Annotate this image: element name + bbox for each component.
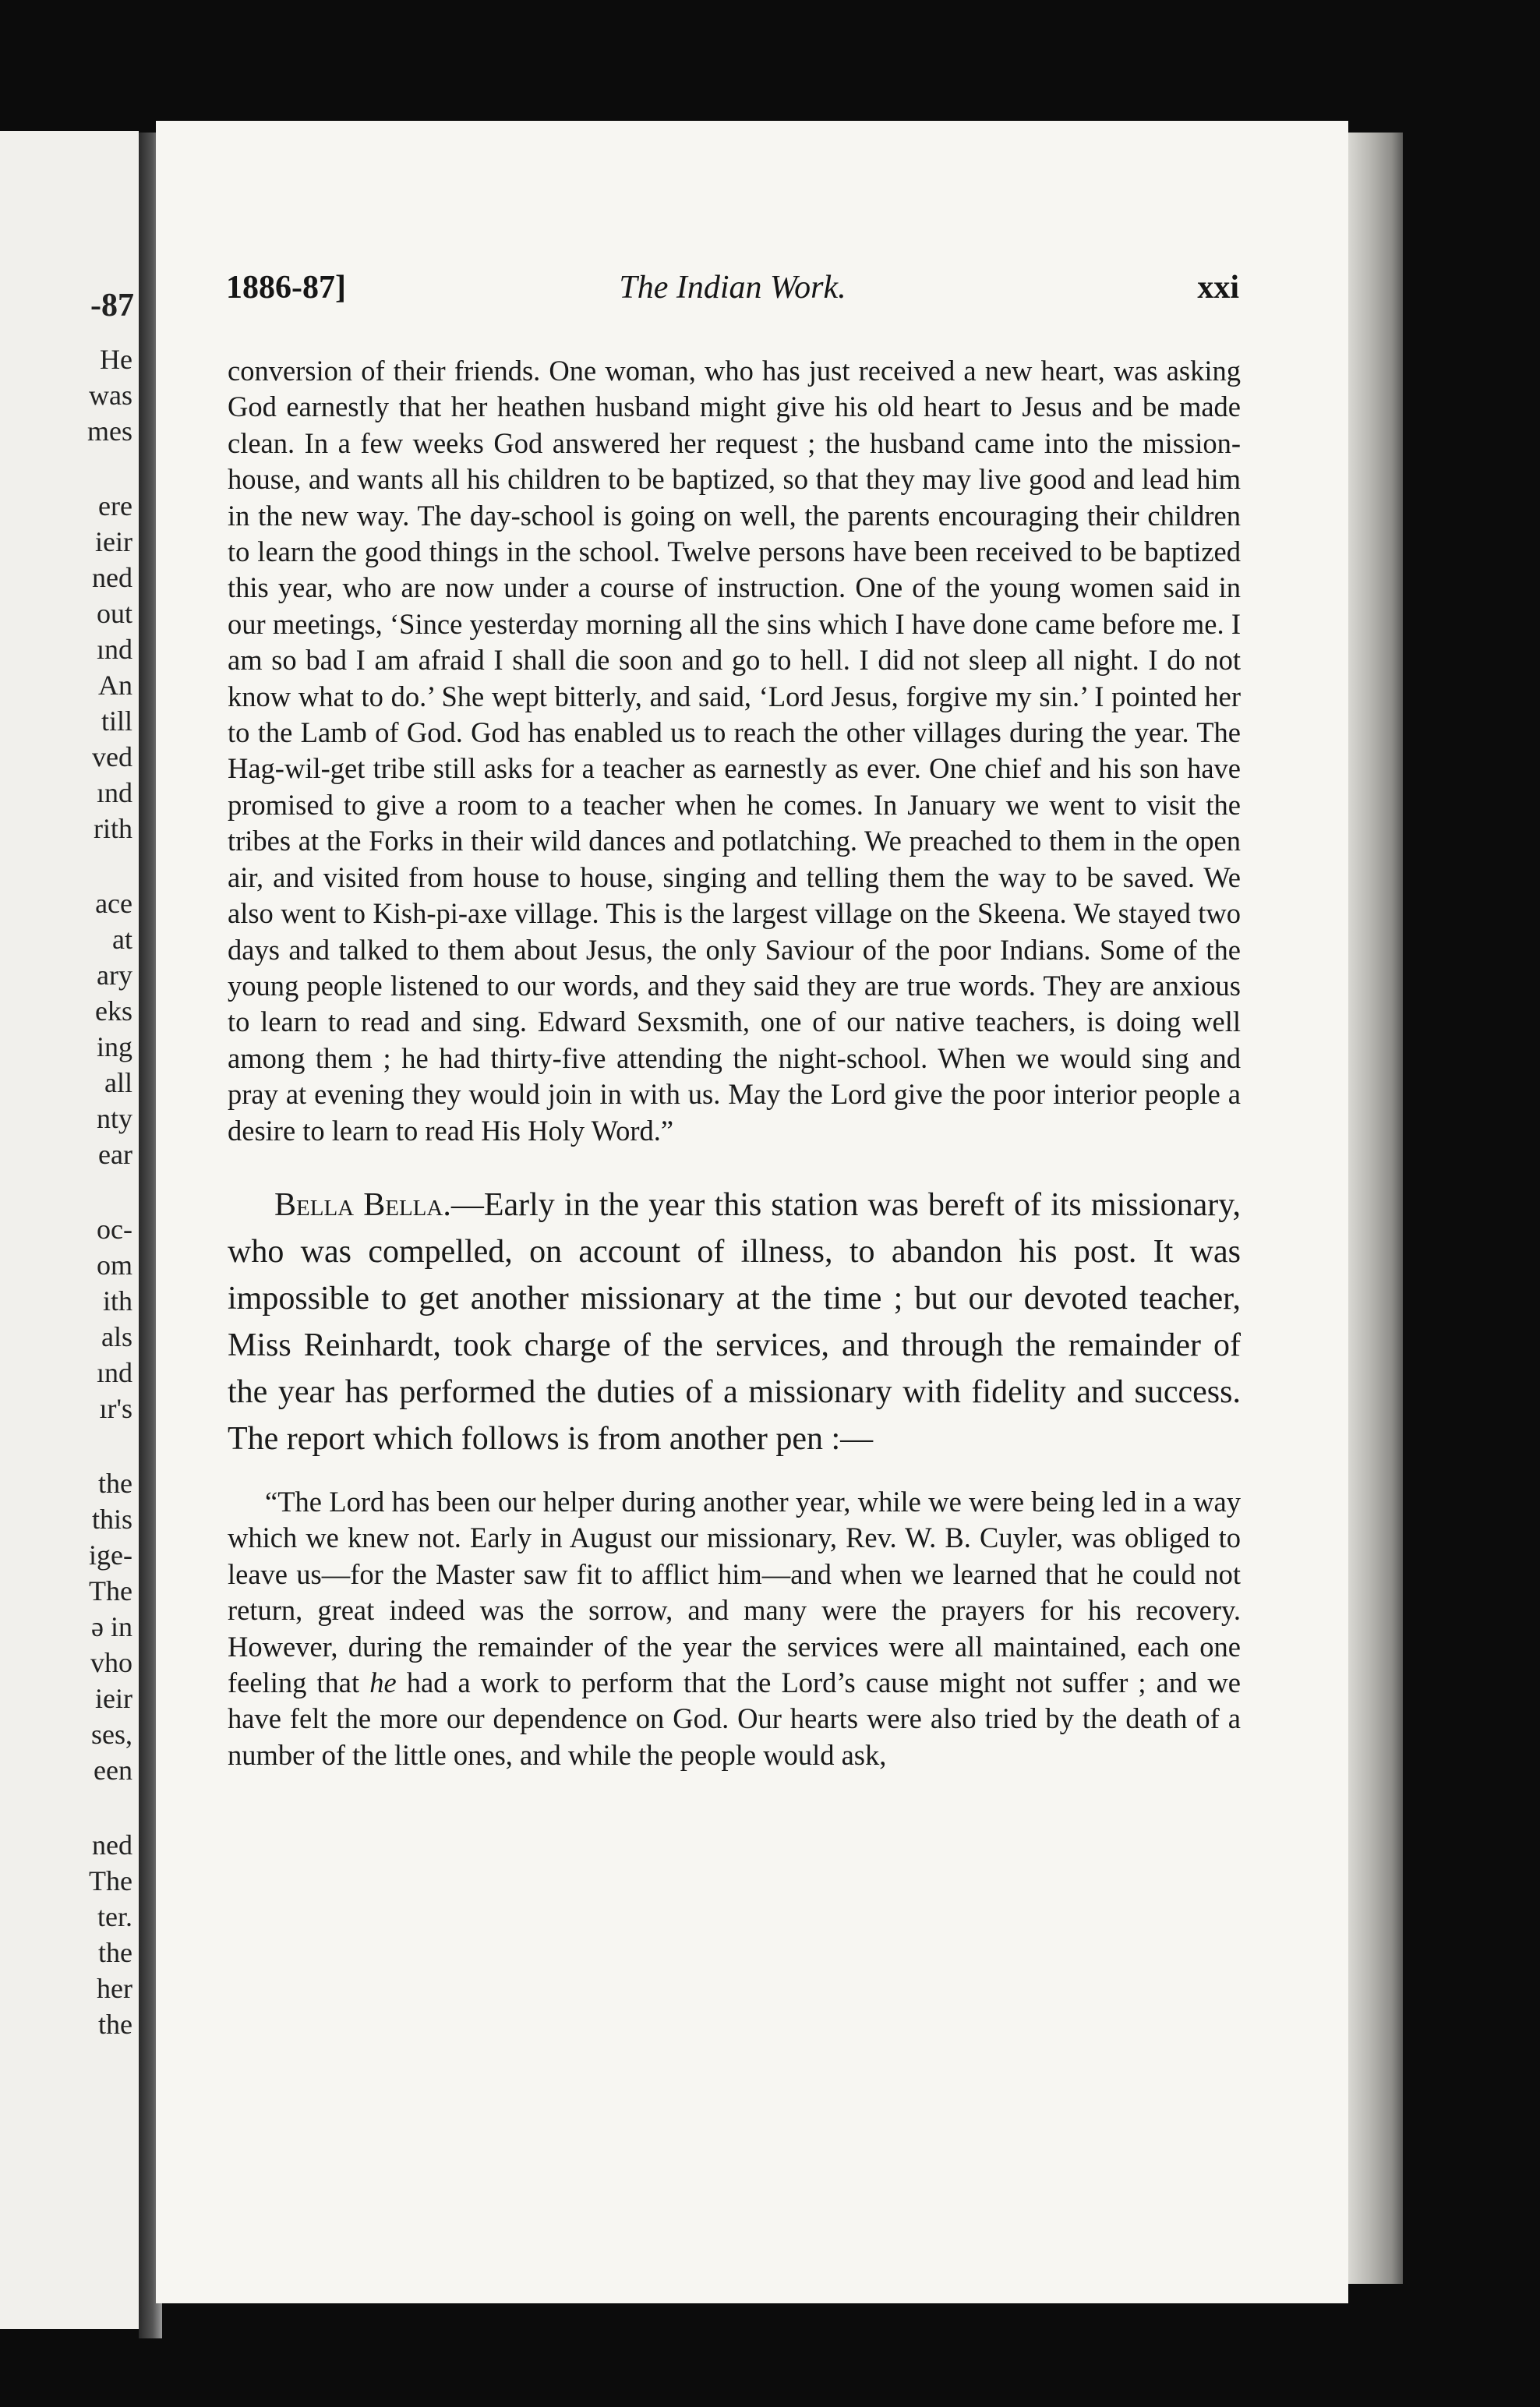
left-page-column xyxy=(0,341,132,2042)
left-margin-fragment: ige- xyxy=(89,1539,132,1571)
left-margin-fragment: the xyxy=(98,1468,132,1499)
paragraph-bella-bella xyxy=(228,1182,1241,1462)
left-margin-fragment: till xyxy=(101,705,132,737)
left-margin-fragment: was xyxy=(89,380,132,411)
left-margin-fragment: The xyxy=(89,1575,132,1606)
left-margin-fragment: An xyxy=(98,670,132,701)
left-margin-fragment: ieir xyxy=(95,1683,132,1714)
left-margin-fragment: ınd xyxy=(96,777,132,808)
header-title: The Indian Work. xyxy=(619,270,846,306)
quote-text-part2: had a work to perform that the Lord’s cause might not suffer ; and we have felt the more our dependence on God. Our hearts were also tried by the death of a number of the little ones, and while the people would ask, xyxy=(228,1666,1241,1771)
left-margin-fragment: out xyxy=(96,598,132,629)
left-margin-fragment: nty xyxy=(96,1103,132,1134)
left-margin-fragment: rith xyxy=(94,813,132,844)
page-body xyxy=(228,353,1241,1773)
left-margin-fragment: ter. xyxy=(97,1901,132,1932)
left-margin-fragment: oc- xyxy=(97,1214,132,1245)
left-page-fragment xyxy=(0,131,139,2329)
right-page xyxy=(156,121,1348,2303)
running-header xyxy=(226,269,1239,316)
left-margin-fragment: ınd xyxy=(96,1357,132,1388)
paragraph-report-quote xyxy=(228,1484,1241,1773)
left-margin-fragment: vho xyxy=(90,1647,132,1678)
header-page-number: xxi xyxy=(1197,270,1239,306)
left-margin-fragment: mes xyxy=(87,415,132,447)
left-margin-fragment: ə in xyxy=(91,1611,132,1642)
left-margin-fragment: ear xyxy=(98,1139,132,1170)
left-margin-fragment: The xyxy=(89,1865,132,1896)
left-margin-fragment: at xyxy=(112,924,132,955)
left-margin-fragment: the xyxy=(98,2009,132,2040)
left-margin-fragment: He xyxy=(100,344,132,375)
quote-emphasis: he xyxy=(369,1666,397,1698)
left-margin-fragment: the xyxy=(98,1937,132,1968)
paragraph-conversion: conversion of their friends. One woman, who has just received a new heart, was asking God earnestly that her heathen husband might give his old heart to Jesus and be made clean. In a few weeks God answered her request ; the husband came into the mission-house, and wants all his children to be baptized, so that they may live good and lead him in the new way. The day-school is going on well, the parents encouraging their children to learn the good things in the school. Twelve persons have been received to be baptized this year, who are now under a course of instruction. One of the young women said in our meetings, ‘Since yesterday morning all the sins which I have done came before me. I am so bad I am afraid I shall die soon and go to hell. I did not sleep all night. I do not know what to do.’ She wept bitterly, and said, ‘Lord Jesus, forgive my sin.’ I pointed her to the Lamb of God. God has enabled us to reach the other villages during the year. The Hag-wil-get tribe still asks for a teacher as earnestly as ever. One chief and his son have promised to give a room to a teacher when he comes. In January we went to visit the tribes at the Forks in their wild dances and potlatching. We preached to them in the open air, and visited from house to house, singing and telling them the way to be saved. We also went to Kish-pi-axe village. This is the largest village on the Skeena. We stayed two days and talked to them about Jesus, the only Saviour of the poor Indians. Some of the young people listened to our words, and they said they are true words. They are anxious to learn to read and sing. Edward Sexsmith, one of our native teachers, is doing well among them ; he had thirty-five attending the night-school. When we would sing and pray at evening they would join in with us. May the Lord give the poor interior people a desire to learn to read His Holy Word.” xyxy=(228,355,1241,1147)
left-margin-fragment: ace xyxy=(95,888,132,919)
left-folio: -87 xyxy=(90,288,134,323)
left-margin-fragment: eks xyxy=(95,995,132,1027)
left-margin-fragment: ınd xyxy=(96,634,132,665)
left-margin-fragment: als xyxy=(101,1321,132,1352)
left-margin-fragment: ary xyxy=(97,960,132,991)
left-margin-fragment: ned xyxy=(92,562,132,593)
left-margin-fragment: ved xyxy=(92,741,132,772)
left-margin-fragment: ses, xyxy=(91,1719,132,1750)
left-margin-fragment: om xyxy=(96,1249,132,1281)
left-margin-fragment: ned xyxy=(92,1829,132,1861)
page-edge-stack xyxy=(1348,133,1403,2284)
left-margin-fragment: this xyxy=(91,1504,132,1535)
left-margin-fragment: ere xyxy=(98,490,132,521)
left-margin-fragment: ing xyxy=(96,1031,132,1062)
left-margin-fragment: ith xyxy=(102,1285,132,1317)
quote-text-part1: “The Lord has been our helper during another year, while we were being led in a way which we knew not. Early in August our missionary, Rev. W. B. Cuyler, was obliged to leave us—for the Master saw fit to afflict him—and when we learned that he could not return, great indeed was the sorrow, and many were the prayers for his recovery. However, during the remainder of the year the services were all maintained, each one feeling that xyxy=(228,1485,1241,1698)
left-margin-fragment: een xyxy=(94,1755,132,1786)
left-margin-fragment: all xyxy=(104,1067,132,1098)
left-margin-fragment: ır's xyxy=(99,1393,132,1424)
section-heading-bella-bella: Bella Bella. xyxy=(274,1186,451,1223)
header-year-range: 1886-87] xyxy=(226,270,346,306)
paragraph-bella-bella-text: —Early in the year this station was bereft of its missionary, who was compelled, on account of illness, to abandon his post. It was impossible to get another missionary at the time ; but our devoted teacher, Miss Reinhardt, took charge of the services, and through the remainder of the year has performed the duties of a missionary with fidelity and success. The report which follows is from another pen :— xyxy=(228,1186,1241,1457)
left-margin-fragment: her xyxy=(97,1973,132,2004)
left-margin-fragment: ieir xyxy=(95,526,132,557)
